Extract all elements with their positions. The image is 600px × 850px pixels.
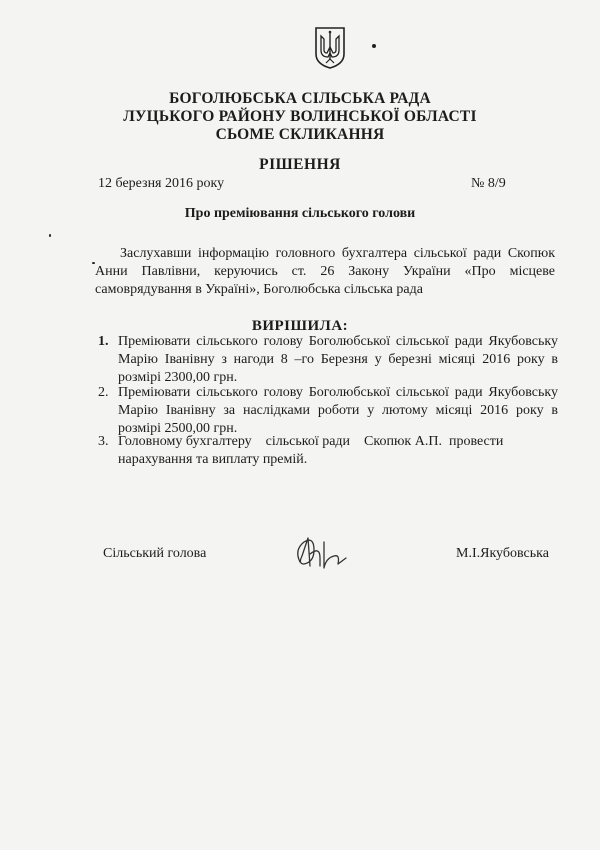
item-number: 2. bbox=[98, 385, 109, 400]
signatory-name: М.І.Якубовська bbox=[456, 546, 549, 561]
item-line: розмірі 2500,00 грн. bbox=[118, 421, 238, 436]
decision-item bbox=[98, 384, 558, 438]
item-line: Марію Іванівну за наслідками роботи у лютому місяці 2016 року в bbox=[118, 403, 558, 418]
decision-item bbox=[98, 433, 558, 469]
coat-of-arms-icon bbox=[314, 26, 346, 70]
item-line: Преміювати сільського голову Боголюбської сільської ради Якубовську bbox=[118, 334, 558, 349]
scan-speck bbox=[49, 234, 51, 237]
document-subject: Про преміювання сільського голови bbox=[184, 206, 416, 221]
item-line: Преміювати сільського голову Боголюбської сільської ради Якубовську bbox=[118, 385, 558, 400]
region-name: ЛУЦЬКОГО РАЙОНУ ВОЛИНСЬКОЇ ОБЛАСТІ bbox=[123, 108, 477, 125]
preamble-line: Заслухавши інформацію головного бухгалтера сільської ради Скопюк bbox=[120, 246, 555, 261]
item-line: Головному бухгалтеру сільської ради Скопюк А.П. провести bbox=[118, 434, 504, 449]
signatory-role: Сільський голова bbox=[103, 546, 207, 561]
handwritten-signature bbox=[290, 528, 350, 578]
item-line: нарахування та виплату премій. bbox=[118, 452, 308, 467]
document-number: № 8/9 bbox=[471, 176, 506, 191]
preamble-line: Анни Павлівни, керуючись ст. 26 Закону України «Про місцеве bbox=[95, 264, 555, 279]
decision-heading: ВИРІШИЛА: bbox=[251, 318, 349, 334]
preamble-line: самоврядування в Україні», Боголюбська сільська рада bbox=[95, 282, 423, 297]
council-name: БОГОЛЮБСЬКА СІЛЬСЬКА РАДА bbox=[169, 90, 431, 107]
decision-item bbox=[98, 333, 558, 387]
scan-speck bbox=[372, 44, 376, 48]
item-number: 1. bbox=[98, 334, 109, 349]
convocation: СЬОМЕ СКЛИКАННЯ bbox=[215, 126, 385, 143]
item-line: розмірі 2300,00 грн. bbox=[118, 370, 238, 385]
preamble bbox=[95, 245, 555, 299]
document-date: 12 березня 2016 року bbox=[98, 176, 225, 191]
document-type: РІШЕННЯ bbox=[259, 156, 341, 173]
item-line: Марію Іванівну з нагоди 8 –го Березня у березні місяці 2016 року в bbox=[118, 352, 558, 367]
item-number: 3. bbox=[98, 434, 109, 449]
